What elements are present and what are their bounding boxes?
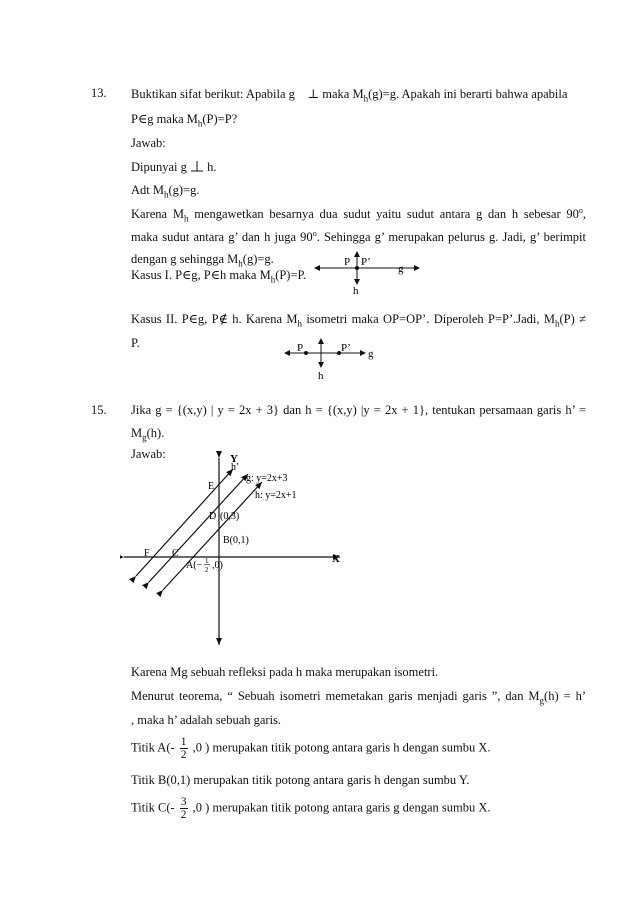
denominator: 2 (180, 809, 187, 821)
point-a-numerator: 1 (205, 557, 209, 565)
subscript: h (197, 118, 203, 129)
problem-13-statement (131, 86, 567, 104)
arrow-left-icon (314, 265, 320, 271)
proof-text: (g)=g. (242, 252, 274, 266)
conclusion-line1: Karena Mg sebuah refleksi pada h maka merupakan isometri. (131, 665, 439, 679)
arrow-right-icon (360, 350, 366, 356)
adt-line (131, 183, 200, 200)
statement-text: Buktikan sifat berikut: Apabila g (131, 87, 295, 101)
titik-text: Titik C(- (131, 800, 175, 815)
reflection-graph (120, 448, 350, 650)
conclusion-line2 (131, 689, 586, 706)
figure-kasus-2 (282, 336, 382, 382)
label-g: g (368, 348, 374, 360)
superscript: o (578, 206, 583, 215)
arrow-up-icon (354, 251, 360, 257)
statement-text: maka M (322, 87, 364, 101)
kasus-text: isometri maka OP=OP’. Diperoleh P=P’.Jadi, M (301, 312, 555, 326)
point-a-denominator: 2 (205, 566, 209, 574)
conclusion-line3: , maka h’ adalah sebuah garis. (131, 713, 282, 727)
titik-a-line (131, 736, 491, 761)
superscript: o (312, 229, 317, 238)
label-p-prime: P’ (361, 256, 371, 268)
subscript: g (142, 432, 147, 443)
label-p: P (297, 342, 304, 354)
point-d-label: D (209, 511, 217, 522)
point-a-text: A( (186, 560, 197, 571)
statement-text: (P)=P? (202, 112, 238, 126)
kasus-text: Kasus I. P∈g, P∈h maka M (131, 268, 271, 282)
proof-paragraph-line1 (131, 206, 586, 224)
given-text: h. (207, 160, 217, 174)
subscript: h (238, 258, 243, 269)
kasus-2-line (131, 311, 586, 329)
problem-13-number: 13. (91, 86, 107, 100)
y-axis-label: Y (230, 453, 238, 465)
kasus-2-line2: P. (131, 336, 140, 350)
point-c-label: C (172, 548, 179, 559)
kasus-text: Kasus II. P∈g, P∉ h. Karena M (131, 312, 298, 326)
problem-15-statement (131, 403, 586, 418)
kasus-text: (P) ≠ (559, 312, 586, 326)
label-h: h (353, 285, 359, 296)
adt-text: (g)=g. (168, 183, 200, 197)
fraction-three-halves (180, 796, 188, 821)
statement-text: P∈g maka M (131, 112, 198, 126)
proof-paragraph-line2 (131, 229, 586, 245)
subscript: g (539, 695, 545, 706)
subscript: h (270, 274, 276, 285)
problem-13-statement-line2 (131, 111, 237, 129)
point-f-label: F (144, 548, 150, 559)
arrow-up-icon (318, 338, 324, 344)
numerator: 3 (180, 796, 187, 808)
point-p (304, 351, 308, 355)
h-equation-label: h: y=2x+1 (255, 490, 297, 501)
proof-text: maka sudut antara g’ dan h juga 90 (131, 230, 313, 245)
numerator: 1 (180, 736, 187, 748)
label-g: g (398, 263, 404, 275)
perpendicular-icon (190, 160, 204, 172)
fraction-one-half (180, 736, 188, 761)
statement-text: Jika g = {(x,y) | y = 2x + 3} dan h = {(x,y) |y = 2x + 1}, tentukan persamaan garis h’ = (131, 403, 586, 417)
label-h: h (318, 370, 324, 382)
jawab-label: Jawab: (131, 136, 166, 150)
subscript: h (363, 93, 369, 104)
conclusion-text: Menurut teorema, “ Sebuah isometri memetakan garis menjadi garis ”, dan M (131, 689, 540, 703)
titik-text: ,0 ) merupakan titik potong antara garis g dengan sumbu X. (192, 800, 491, 815)
proof-text: . Sehingga g’ merupakan pelurus g. Jadi, g’ berimpit (316, 230, 586, 245)
point-a-text: − (196, 560, 203, 571)
adt-text: Adt M (131, 183, 164, 197)
kasus-text: (P)=P. (275, 268, 307, 282)
proof-text: mengawetkan besarnya dua sudut yaitu sudut antara g dan h sebesar 90 (194, 207, 579, 222)
subscript: h (555, 318, 560, 329)
arrow-right-icon (414, 265, 420, 271)
kasus-1-line (131, 267, 306, 285)
figure-kasus-1 (312, 248, 422, 296)
statement-text: (h). (146, 426, 165, 440)
point-b-label: B(0,1) (223, 535, 249, 546)
h-prime-label: h’ (231, 462, 240, 473)
titik-text: Titik A(- (131, 740, 175, 755)
proof-text: Karena M (131, 207, 184, 222)
label-p: P (344, 256, 351, 268)
jawab-label: Jawab: (131, 447, 166, 461)
label-p-prime: P’ (341, 342, 351, 354)
problem-15-statement-line2 (131, 426, 164, 443)
g-equation-label: g: y=2x+3 (246, 473, 288, 484)
point-d-coordinate: (0,3) (220, 511, 240, 522)
given-line (131, 160, 217, 175)
point-a-suffix: ,0) (212, 560, 223, 571)
proof-text: , (582, 207, 586, 222)
conclusion-text: (h) = h’ (544, 689, 586, 703)
subscript: h (297, 318, 302, 329)
problem-15-number: 15. (91, 403, 107, 417)
subscript: h (164, 189, 169, 200)
arrow-down-icon (318, 362, 324, 368)
given-text: Dipunyai g (131, 160, 187, 174)
point-a-label (186, 560, 203, 571)
statement-text: M (131, 426, 143, 440)
point-p (355, 266, 359, 270)
subscript: h (183, 213, 189, 224)
titik-text: ,0 ) merupakan titik potong antara garis h dengan sumbu X. (192, 740, 491, 755)
statement-text: (g)=g. Apakah ini berarti bahwa apabila (368, 87, 568, 101)
titik-b-line: Titik B(0,1) merupakan titik potong antara garis h dengan sumbu Y. (131, 773, 470, 787)
perpendicular-symbol: ⊥ (307, 87, 320, 101)
point-e-label: E (208, 481, 215, 492)
proof-text: dengan g sehingga M (131, 252, 239, 266)
x-axis-label: X (332, 553, 340, 565)
arrow-left-icon (284, 350, 290, 356)
titik-c-line (131, 796, 491, 821)
denominator: 2 (180, 749, 187, 761)
